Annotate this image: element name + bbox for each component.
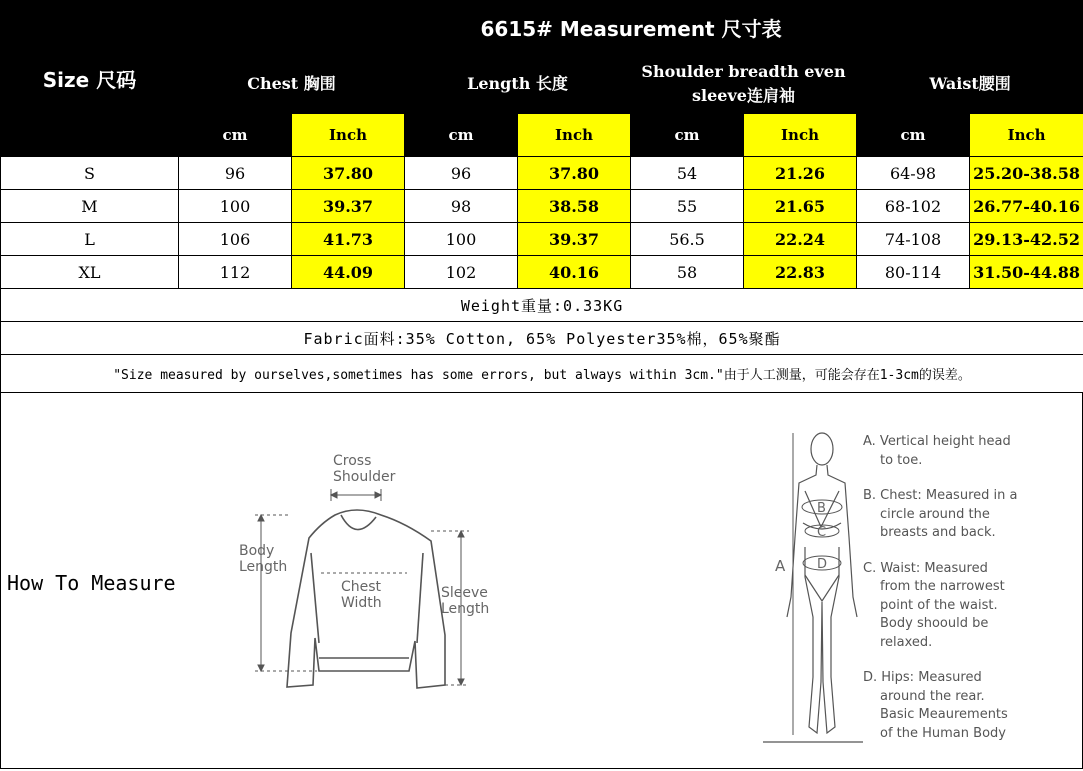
size-cell: S <box>1 157 179 190</box>
length-inch-cell: 38.58 <box>518 190 631 223</box>
body-length-label-1: Body <box>239 543 275 559</box>
body-length-label-2: Length <box>239 559 288 575</box>
length-inch-cell: 39.37 <box>518 223 631 256</box>
chest-cm-cell: 106 <box>179 223 292 256</box>
length-cm-cell: 96 <box>405 157 518 190</box>
chest-width-label-2: Width <box>341 595 382 611</box>
how-to-measure-section <box>0 393 1083 769</box>
size-column-header: Size 尺码 <box>1 1 179 157</box>
note-d <box>863 669 1078 743</box>
chest-cm-cell: 100 <box>179 190 292 223</box>
waist-inch-cell: 26.77-40.16 <box>970 190 1083 223</box>
group-header-length: Length 长度 <box>405 54 631 114</box>
note-d-line: around the rear. <box>880 688 985 704</box>
group-header-shoulder: Shoulder breadth even sleeve连肩袖 <box>631 54 857 114</box>
note-c-line: C. Waist: Measured <box>863 560 988 576</box>
body-letter-c: C <box>817 525 827 540</box>
note-b-line: breasts and back. <box>880 525 996 540</box>
size-cell: XL <box>1 256 179 289</box>
sleeve-length-label-1: Sleeve <box>441 585 488 601</box>
note-b-line: circle around the <box>880 506 990 522</box>
chest-width-label-1: Chest <box>341 579 382 595</box>
shoulder-inch-cell: 21.65 <box>744 190 857 223</box>
size-cell: M <box>1 190 179 223</box>
body-letter-d: D <box>817 557 828 572</box>
table-row <box>1 223 1083 256</box>
note-c-line: relaxed. <box>880 634 933 650</box>
shoulder-inch-cell: 21.26 <box>744 157 857 190</box>
chest-cm-cell: 112 <box>179 256 292 289</box>
length-inch-cell: 40.16 <box>518 256 631 289</box>
chest-inch-cell: 39.37 <box>292 190 405 223</box>
table-row <box>1 256 1083 289</box>
body-letter-a: A <box>775 557 786 575</box>
fabric-note: Fabric面料:35% Cotton, 65% Polyester35%棉，65%聚酯 <box>1 322 1083 355</box>
chest-inch-cell: 37.80 <box>292 157 405 190</box>
length-inch-cell: 37.80 <box>518 157 631 190</box>
unit-header-inch: Inch <box>292 114 405 157</box>
unit-header-cm: cm <box>631 114 744 157</box>
cross-shoulder-label-2: Shoulder <box>333 469 396 485</box>
length-cm-cell: 102 <box>405 256 518 289</box>
table-row <box>1 190 1083 223</box>
unit-header-inch: Inch <box>970 114 1083 157</box>
waist-cm-cell: 74-108 <box>857 223 970 256</box>
note-a <box>863 433 1078 470</box>
note-d-line: Basic Meaurements <box>880 707 1008 722</box>
size-cell: L <box>1 223 179 256</box>
chest-inch-cell: 44.09 <box>292 256 405 289</box>
length-cm-cell: 98 <box>405 190 518 223</box>
waist-inch-cell: 25.20-38.58 <box>970 157 1083 190</box>
unit-header-inch: Inch <box>744 114 857 157</box>
note-b-line: B. Chest: Measured in a <box>863 488 1018 503</box>
waist-cm-cell: 64-98 <box>857 157 970 190</box>
note-c-line: point of the waist. <box>880 597 998 613</box>
disclaimer-note: "Size measured by ourselves,sometimes has some errors, but always within 3cm."由于人工测量，可能会存在1-3cm的误差。 <box>1 355 1083 393</box>
length-cm-cell: 100 <box>405 223 518 256</box>
shoulder-inch-cell: 22.24 <box>744 223 857 256</box>
how-to-measure-label: How To Measure <box>7 571 176 595</box>
table-row <box>1 157 1083 190</box>
shoulder-cm-cell: 54 <box>631 157 744 190</box>
note-c <box>863 560 1078 653</box>
waist-cm-cell: 80-114 <box>857 256 970 289</box>
note-a-line: to toe. <box>880 452 923 468</box>
unit-header-cm: cm <box>179 114 292 157</box>
note-c-line: from the narrowest <box>880 579 1005 594</box>
shoulder-cm-cell: 55 <box>631 190 744 223</box>
chest-inch-cell: 41.73 <box>292 223 405 256</box>
cross-shoulder-label-1: Cross <box>333 453 372 469</box>
body-letter-b: B <box>817 501 826 516</box>
group-header-waist: Waist腰围 <box>857 54 1083 114</box>
group-header-chest: Chest 胸围 <box>179 54 405 114</box>
unit-header-cm: cm <box>405 114 518 157</box>
note-a-line: A. Vertical height head <box>863 434 1011 449</box>
note-b <box>863 487 1078 543</box>
sweater-diagram <box>231 453 501 693</box>
unit-header-cm: cm <box>857 114 970 157</box>
note-c-line: Body shoould be <box>880 616 989 631</box>
body-diagram <box>763 427 863 747</box>
unit-header-inch: Inch <box>518 114 631 157</box>
shoulder-cm-cell: 58 <box>631 256 744 289</box>
body-measurement-notes <box>863 433 1078 760</box>
shoulder-cm-cell: 56.5 <box>631 223 744 256</box>
sleeve-length-label-2: Length <box>441 601 490 617</box>
chest-cm-cell: 96 <box>179 157 292 190</box>
waist-inch-cell: 31.50-44.88 <box>970 256 1083 289</box>
table-title: 6615# Measurement 尺寸表 <box>179 1 1083 54</box>
waist-inch-cell: 29.13-42.52 <box>970 223 1083 256</box>
shoulder-inch-cell: 22.83 <box>744 256 857 289</box>
weight-note: Weight重量:0.33KG <box>1 289 1083 322</box>
waist-cm-cell: 68-102 <box>857 190 970 223</box>
note-d-line: of the Human Body <box>880 725 1006 741</box>
note-d-line: D. Hips: Measured <box>863 670 982 685</box>
